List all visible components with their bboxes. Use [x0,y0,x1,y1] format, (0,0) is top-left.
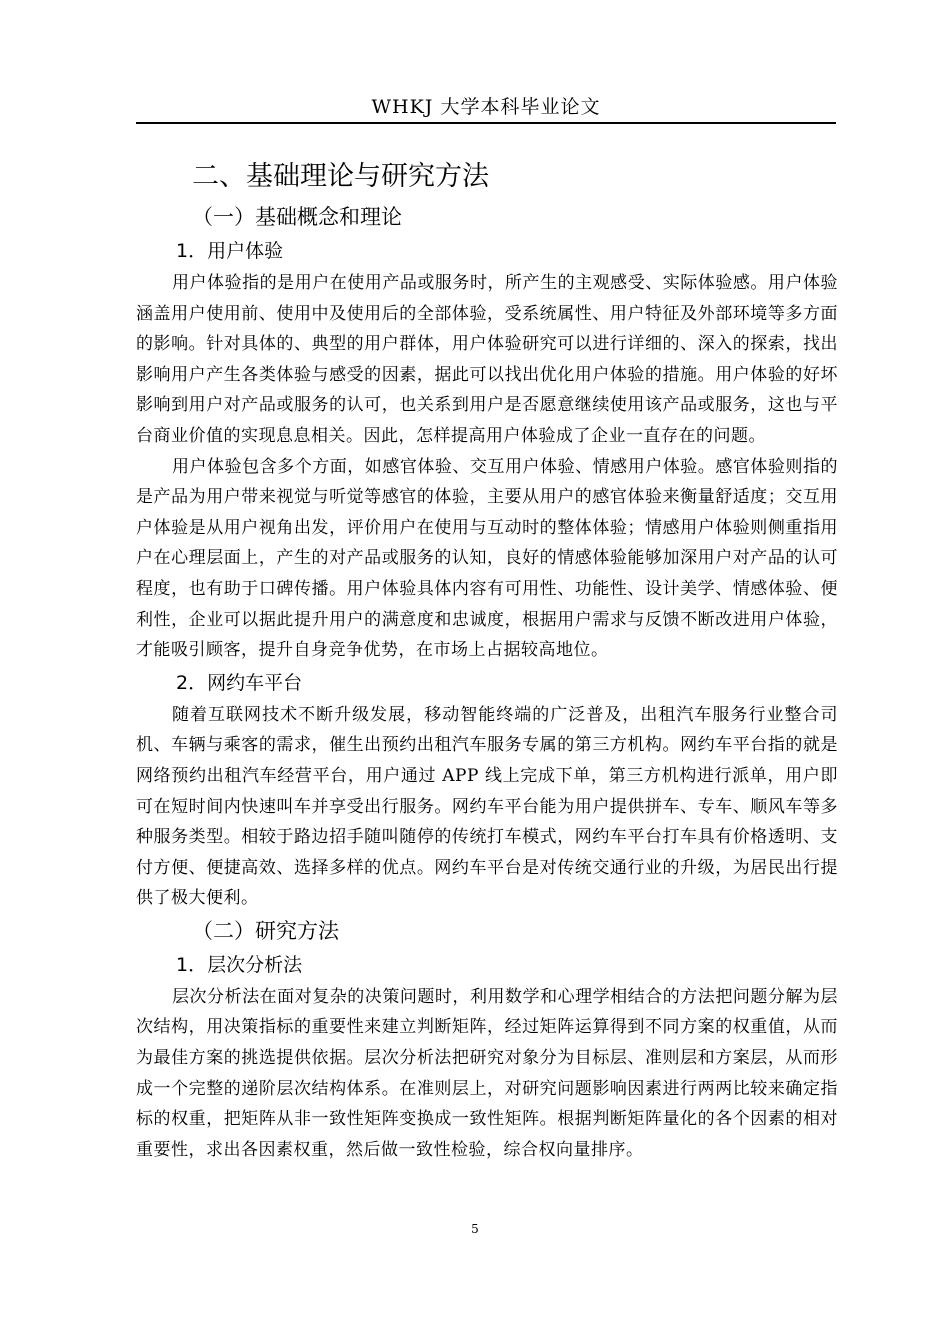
section-title-basic-concepts: （一）基础概念和理论 [192,205,402,229]
subsection-title-user-experience: 1．用户体验 [176,240,284,262]
section-title-research-methods: （二）研究方法 [192,918,339,943]
page-body [136,158,838,1165]
paragraph-user-experience-1: 用户体验指的是用户在使用产品或服务时，所产生的主观感受、实际体验感。用户体验涵盖用户使用前、使用中及使用后的全部体验，受系统属性、用户特征及外部环境等多方面的影响。针对具体的、典型的用户群体，用户体验研究可以进行详细的、深入的探索，找出影响用户产生各类体验与感受的因素，据此可以找出优化用户体验的措施。用户体验的好坏影响到用户对产品或服务的认可，也关系到用户是否愿意继续使用该产品或服务，这也与平台商业价值的实现息息相关。因此，怎样提高用户体验成了企业一直存在的问题。 [136,273,838,446]
paragraph-ahp-1: 层次分析法在面对复杂的决策问题时，利用数学和心理学相结合的方法把问题分解为层次结构，用决策指标的重要性来建立判断矩阵，经过矩阵运算得到不同方案的权重值，从而为最佳方案的挑选提供依据。层次分析法把研究对象分为目标层、准则层和方案层，从而形成一个完整的递阶层次结构体系。在准则层上，对研究问题影响因素进行两两比较来确定指标的权重，把矩阵从非一致性矩阵变换成一致性矩阵。根据判断矩阵量化的各个因素的相对重要性，求出各因素权重，然后做一致性检验，综合权向量排序。 [136,986,838,1160]
paragraph-user-experience-2: 用户体验包含多个方面，如感官体验、交互用户体验、情感用户体验。感官体验则指的是产品为用户带来视觉与听觉等感官的体验，主要从用户的感官体验来衡量舒适度；交互用户体验是从用户视角出发，评价用户在使用与互动时的整体体验；情感用户体验则侧重指用户在心理层面上，产生的对产品或服务的认知，良好的情感体验能够加深用户对产品的认可程度，也有助于口碑传播。用户体验具体内容有可用性、功能性、设计美学、情感体验、便利性，企业可以据此提升用户的满意度和忠诚度，根据用户需求与反馈不断改进用户体验，才能吸引顾客，提升自身竞争优势，在市场上占据较高地位。 [136,456,838,661]
paragraph-ride-hailing-1: 随着互联网技术不断升级发展，移动智能终端的广泛普及，出租汽车服务行业整合司机、车辆与乘客的需求，催生出预约出租汽车服务专属的第三方机构。网约车平台指的就是网络预约出租汽车经营平台，用户通过 APP 线上完成下单，第三方机构进行派单，用户即可在短时间内快速叫车并享受出行服务。网约车平台能为用户提供拼车、专车、顺风车等多种服务类型。相较于路边招手随叫随停的传统打车模式，网约车平台打车具有价格透明、支付方便、便捷高效、选择多样的优点。网约车平台是对传统交通行业的升级，为居民出行提供了极大便利。 [136,704,838,909]
page-header-title: WHKJ 大学本科毕业论文 [371,96,601,118]
subsection-title-ride-hailing: 2．网约车平台 [176,671,303,694]
header-divider [136,122,836,124]
chapter-title: 二、基础理论与研究方法 [192,161,489,192]
subsection-title-ahp: 1．层次分析法 [176,953,303,976]
page-number: 5 [471,1222,479,1236]
